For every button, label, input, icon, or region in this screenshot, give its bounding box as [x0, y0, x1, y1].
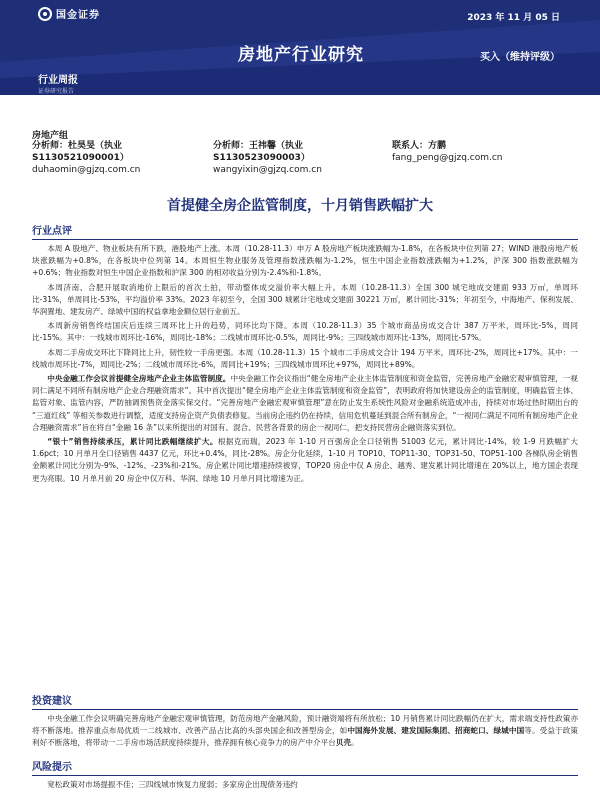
paragraph-lead: 中央金融工作会议首提健全房地产企业主体监管制度。: [47, 374, 231, 384]
paragraph: 宽松政策对市场提振不佳；三四线城市恢复力度弱；多家房企出现债务违约: [47, 780, 298, 789]
report-date: 2023 年 11 月 05 日: [467, 13, 560, 23]
analyst-cert: S1130521090001）: [32, 153, 129, 163]
paragraph-body: 等。受益于政策利好不断落地，将带动一二手房市场活跃度持续提升，推荐拥有核心竞争力的房产中介平台: [32, 726, 579, 748]
company-logo: [38, 6, 100, 21]
analyst-group: 房地产组: [32, 131, 69, 141]
paragraph: 本周济南、合肥开展取消地价上限后的首次土拍，带动整体成交溢价率大幅上升。本周（10.28-11.3）全国 300 城宅地成交建面 933 万㎡，单周环比-31%，单周同比-53%，平均溢价率 33%。2023 年初至今，全国 300 城累计宅地成交建面 30221 万㎡，累计同比-31%；年初至今，中海地产、保利发展、华润置地、建发房产、绿城中国的权益拿地金额位居行业前五。: [32, 282, 578, 317]
report-headline: 首提健全房企监管制度，十月销售跌幅扩大: [167, 198, 433, 214]
paragraph: [32, 436, 578, 485]
contact-person: [392, 140, 503, 164]
analyst-email[interactable]: wangyixin@gjzq.com.cn: [213, 165, 322, 175]
paragraph-lead: “银十”销售持续承压，累计同比跌幅继续扩大。: [47, 437, 218, 447]
paragraph: 本周新房销售终结国庆后连续三周环比上升的趋势，同环比均下降。本周（10.28-11.3）35 个城市商品房成交合计 387 万平米，周环比-5%，周同比-15%。其中：一线城市周环比-16%，周同比-18%；二线城市周环比-0.5%，周同比-9%；三四线城市周环比-13%，周同比-57%。: [32, 321, 578, 343]
paragraph-body: 中央金融工作会议明确完善房地产金融宏观审慎管理，防范房地产金融风险，预计融资端将有所放松；10 月销售累计同比跌幅仍在扩大，需求端支持性政策亦将不断落地。推荐重点布局优质一二线城市、改善产品占比高的头部央国企和改善型房企，如: [32, 714, 578, 736]
header-banner: [0, 0, 600, 95]
paragraph-body: 根据克而瑞，2023 年 1-10 月百强房企全口径销售 51003 亿元，累计同比-14%，较 1-9 月跌幅扩大 1.6pct；10 月单月全口径销售 4437 亿元，环比+0.4%，同比-28%。房企分化延续，1-10 月 TOP10、TOP11-30、TOP31-50、TOP51-100 各梯队房企销售金额累计同比分别为-9%、-12%、-23%和-21%。房企累计同比增速持续被穿，TOP20 房企中仅 A 房企、越秀、建发累计同比增速在 20%以上，地方国企表现更为亮眼。10 月单月前 20 房企中仅万科、华润、绿地 10 月单月同比增速为正。: [32, 437, 578, 483]
paragraph: [32, 373, 578, 434]
section-investment-advice: [32, 692, 578, 752]
section-title: 投资建议: [32, 692, 578, 710]
analyst-2: [213, 140, 322, 176]
section-title: 风险提示: [32, 758, 578, 776]
report-title: 房地产行业研究: [238, 45, 364, 65]
recommended-stock: 贝壳: [335, 738, 351, 748]
recommended-stocks: 中国海外发展、建发国际集团、招商蛇口、绿城中国: [347, 726, 525, 736]
analyst-email[interactable]: duhaomin@gjzq.com.cn: [32, 165, 141, 175]
logo-text: 国金证券: [56, 10, 100, 21]
analyst-cert: S1130523090003）: [213, 153, 310, 163]
section-risk: [32, 758, 578, 793]
analyst-name: 分析师：杜昊旻（执业: [32, 141, 123, 151]
section-industry-comment: [32, 222, 578, 487]
report-type: 行业周报: [38, 75, 78, 86]
paragraph-body: 中央金融工作会议指出“健全房地产企业主体监管制度和资金监管，完善房地产金融宏观审慎管理，一视同仁满足不同所有制房地产企业合理融资需求”。其中首次提出“健全房地产企业主体监管制度和资金监管”，表明政府将加快建设房企的监管制度，明确监管主体、监管对象、监管内容，严防抽调预售资金落实保交付。“完善房地产金融宏观审慎管理”意在防止发生系统性风险对金融系统造成冲击，持续对市场过热时期出台的 “三道红线” 等相关参数进行调整，适度支持房企资产负债表修复。当前房企违约仍在持续，信用危机蔓延到混合所有制房企，“一视同仁满足不同所有制房地产企业合理融资需求”旨在将自“金融 16 条”以来所提出的对国有、混合、民营各背景的房企一视同仁，把支持民营房企融资落实到位。: [32, 374, 578, 432]
analyst-1: [32, 140, 140, 176]
logo-icon: [38, 7, 52, 21]
section-title: 行业点评: [32, 222, 578, 240]
paragraph: [32, 713, 578, 750]
contact-email[interactable]: fang_peng@gjzq.com.cn: [392, 153, 503, 163]
paragraph: 本周 A 股地产、物业板块有所下跌，港股地产上涨。本周（10.28-11.3）申万 A 股房地产板块涨跌幅为-1.8%，在各板块中位列第 27；WIND 港股房地产板块涨跌幅为+0.8%，在各板块中位列第 14。本周恒生物业服务及管理指数涨跌幅为-1.2%，恒生中国企业指数涨跌幅为+1.2%，沪深 300 指数涨跌幅为+0.6%；物业指数对恒生中国企业指数和沪深 300 的相对收益分别为-2.4%和-1.8%。: [32, 244, 578, 278]
paragraph-body: 。: [350, 738, 359, 748]
report-subtitle: 证券研究报告: [38, 88, 75, 95]
analyst-name: 分析师：王祎馨（执业: [213, 141, 304, 151]
rating-badge: 买入（维持评级）: [480, 52, 560, 63]
contact-name: 联系人：方鹏: [392, 141, 447, 151]
paragraph: 本周二手房成交环比下降同比上升，韧性较一手房更强。本周（10.28-11.3）15 个城市二手房成交合计 194 万平米，周环比-2%，周同比+17%。其中：一线城市周环比-7%，周同比-2%；二线城市周环比-6%，周同比+19%；三四线城市周环比+97%，周同比+89%。: [32, 347, 578, 369]
